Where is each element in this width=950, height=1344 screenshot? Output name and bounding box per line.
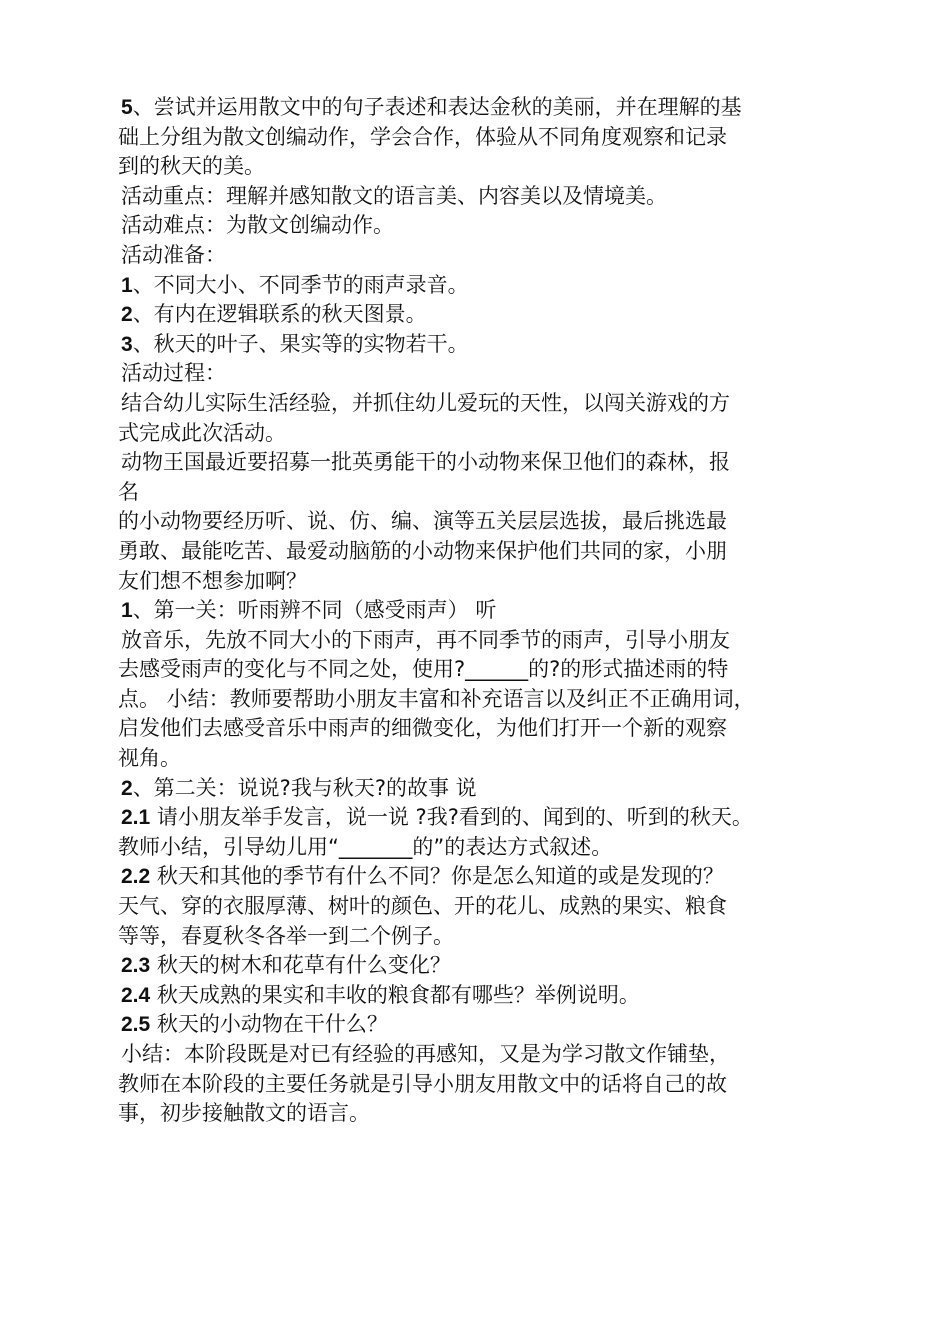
line-text: 名 — [118, 479, 139, 504]
text-line — [118, 744, 858, 774]
line-text: 础上分组为散文创编动作，学会合作，体验从不同角度观察和记录 — [118, 124, 727, 149]
line-text: 教师在本阶段的主要任务就是引导小朋友用散文中的话将自己的故 — [118, 1071, 727, 1096]
text-line — [118, 774, 858, 804]
text-line — [118, 93, 858, 123]
line-text: 、有内在逻辑联系的秋天图景。 — [132, 302, 427, 327]
text-line — [118, 478, 858, 508]
line-text: 点。 小结：教师要帮助小朋友丰富和补充语言以及纠正不正确用词， — [118, 686, 755, 711]
text-line — [118, 182, 858, 212]
text-line — [118, 300, 858, 330]
text-line — [118, 330, 858, 360]
item-number: 2.4 — [121, 983, 151, 1007]
line-text: 事，初步接触散文的语言。 — [118, 1101, 370, 1126]
item-number: 3 — [121, 332, 133, 356]
line-text: 活动过程： — [121, 361, 226, 386]
text-line — [118, 419, 858, 449]
line-text: 教师小结，引导幼儿用“_______的”的表达方式叙述。 — [118, 834, 613, 859]
line-text: 活动重点：理解并感知散文的语言美、内容美以及情境美。 — [121, 183, 667, 208]
item-number: 2.1 — [121, 806, 151, 830]
line-text: 放音乐，先放不同大小的下雨声，再不同季节的雨声，引导小朋友 — [121, 627, 730, 652]
line-text: 、尝试并运用散文中的句子表述和表达金秋的美丽，并在理解的基 — [132, 95, 742, 119]
text-line — [118, 981, 858, 1011]
line-text: 秋天的树木和花草有什么变化？ — [150, 953, 451, 978]
text-line — [118, 1010, 858, 1040]
text-line — [118, 626, 858, 656]
line-text: 天气、穿的衣服厚薄、树叶的颜色、开的花儿、成熟的果实、粮食 — [118, 894, 727, 919]
text-line — [118, 537, 858, 567]
line-text: 活动准备： — [121, 242, 226, 267]
item-number: 2 — [121, 776, 133, 800]
line-text: 、秋天的叶子、果实等的实物若干。 — [132, 331, 469, 356]
text-line — [118, 892, 858, 922]
line-text: 秋天成熟的果实和丰收的粮食都有哪些？举例说明。 — [150, 982, 640, 1007]
line-text: 、不同大小、不同季节的雨声录音。 — [132, 272, 469, 297]
line-text: 动物王国最近要招募一批英勇能干的小动物来保卫他们的森林，报 — [121, 450, 730, 475]
text-line — [118, 448, 858, 478]
line-text: 去感受雨声的变化与不同之处，使用?______的?的形式描述雨的特 — [118, 657, 729, 682]
text-line — [118, 123, 858, 153]
line-text: 视角。 — [118, 746, 181, 771]
line-text: 到的秋天的美。 — [118, 154, 265, 179]
text-line — [118, 833, 858, 863]
text-line — [118, 655, 858, 685]
item-number: 1 — [121, 273, 133, 297]
text-line — [118, 714, 858, 744]
line-text: 结合幼儿实际生活经验，并抓住幼儿爱玩的天性，以闯关游戏的方 — [121, 390, 730, 415]
text-line — [118, 211, 858, 241]
text-line — [118, 152, 858, 182]
item-number: 1 — [121, 599, 133, 623]
item-number: 2.5 — [121, 1013, 151, 1037]
line-text: 活动难点：为散文创编动作。 — [121, 213, 394, 238]
document-body — [118, 93, 858, 1129]
text-line — [118, 1070, 858, 1100]
line-text: 、第二关：说说?我与秋天?的故事 说 — [132, 775, 477, 800]
line-text: 的小动物要经历听、说、仿、编、演等五关层层选拔，最后挑选最 — [118, 509, 727, 534]
item-number: 2.3 — [121, 954, 151, 978]
text-line — [118, 1099, 858, 1129]
line-text: 等等，春夏秋冬各举一到二个例子。 — [118, 923, 454, 948]
line-text: 、第一关：听雨辨不同（感受雨声） 听 — [132, 598, 497, 623]
line-text: 秋天的小动物在干什么？ — [150, 1012, 388, 1037]
text-line — [118, 389, 858, 419]
item-number: 2.2 — [121, 865, 151, 889]
text-line — [118, 803, 858, 833]
text-line — [118, 567, 858, 597]
text-line — [118, 951, 858, 981]
text-line — [118, 507, 858, 537]
text-line — [118, 359, 858, 389]
line-text: 友们想不想参加啊？ — [118, 568, 307, 593]
text-line — [118, 271, 858, 301]
line-text: 式完成此次活动。 — [118, 420, 286, 445]
text-line — [118, 922, 858, 952]
text-line — [118, 862, 858, 892]
text-line — [118, 1040, 858, 1070]
text-line — [118, 685, 858, 715]
line-text: 小结：本阶段既是对已有经验的再感知，又是为学习散文作铺垫， — [121, 1042, 730, 1066]
line-text: 秋天和其他的季节有什么不同？你是怎么知道的或是发现的？ — [150, 864, 724, 889]
line-text: 请小朋友举手发言，说一说 ?我?看到的、闻到的、听到的秋天。 — [150, 805, 753, 830]
line-text: 启发他们去感受音乐中雨声的细微变化，为他们打开一个新的观察 — [118, 716, 727, 741]
text-line — [118, 241, 858, 271]
line-text: 勇敢、最能吃苦、最爱动脑筋的小动物来保护他们共同的家，小朋 — [118, 538, 727, 563]
text-line — [118, 596, 858, 626]
item-number: 2 — [121, 303, 133, 327]
item-number: 5 — [121, 96, 133, 119]
